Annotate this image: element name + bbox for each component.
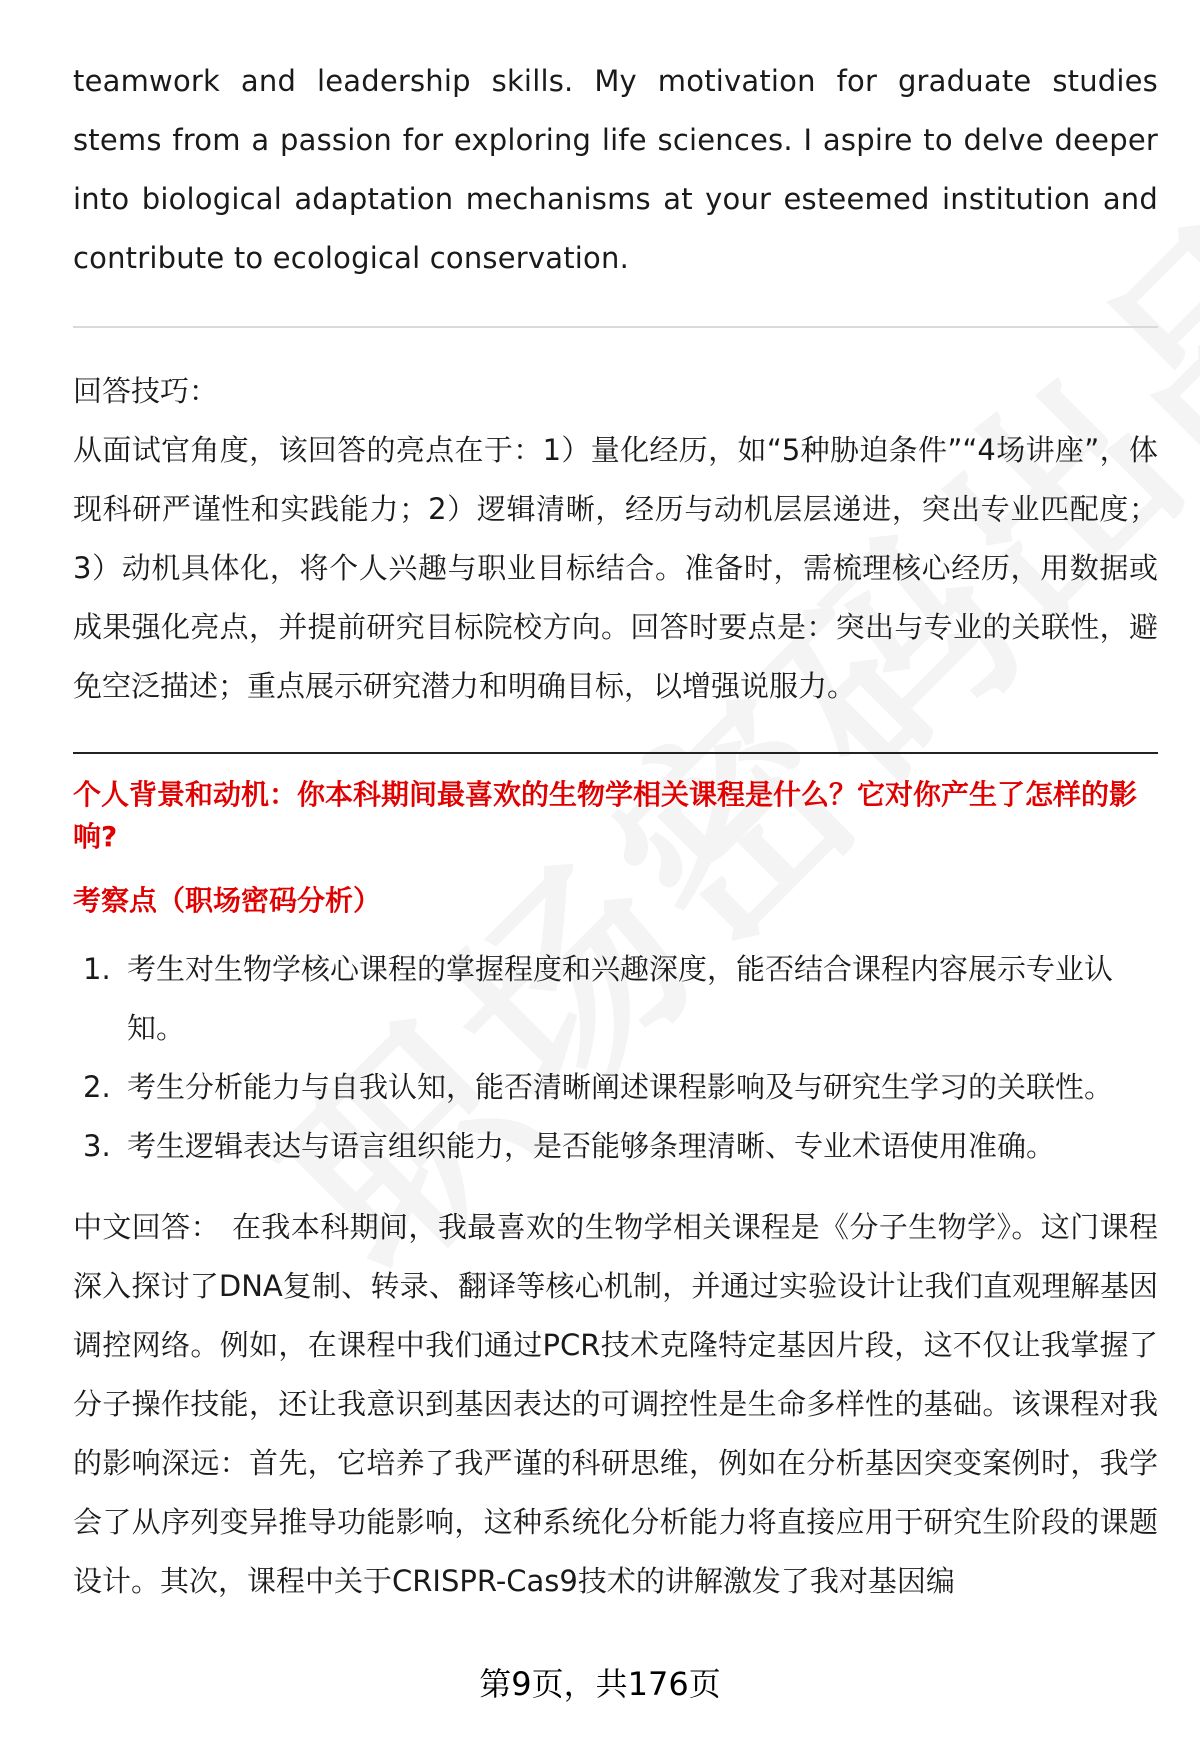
list-item (73, 1117, 1158, 1176)
list-item-text: 考生逻辑表达与语言组织能力，是否能够条理清晰、专业术语使用准确。 (127, 1129, 1056, 1163)
page-number: 第9页，共176页 (479, 1665, 721, 1703)
list-item-text: 考生分析能力与自我认知，能否清晰阐述课程影响及与研究生学习的关联性。 (127, 1070, 1114, 1104)
question-heading: 个人背景和动机：你本科期间最喜欢的生物学相关课程是什么？它对你产生了怎样的影响? (73, 778, 1138, 853)
answer-label: 中文回答： (73, 1210, 221, 1244)
intro-paragraph: teamwork and leadership skills. My motivation for graduate studies stems from a passion for exploring life sciences. I aspire to delve deeper into biological adaptation mechanisms at your esteemed institution and contribute to ecological conservation. (73, 64, 1158, 275)
divider-dark (73, 752, 1158, 754)
list-item (73, 1058, 1158, 1117)
section-label: 考察点（职场密码分析） (73, 884, 382, 917)
tips-label: 回答技巧： (73, 374, 219, 408)
list-item (73, 940, 1158, 1058)
list-item-number: 2. (83, 1070, 111, 1104)
list-item-number: 1. (83, 952, 111, 986)
answer-paragraph (73, 1198, 1158, 1611)
list-item-text: 考生对生物学核心课程的掌握程度和兴趣深度，能否结合课程内容展示专业认知。 (127, 952, 1114, 1045)
list-item-number: 3. (83, 1129, 111, 1163)
page-content (73, 52, 1158, 1611)
tips-text: 从面试官角度，该回答的亮点在于：1）量化经历，如“5种胁迫条件”“4场讲座”，体现科研严谨性和实践能力；2）逻辑清晰，经历与动机层层递进，突出专业匹配度；3）动机具体化，将个人兴趣与职业目标结合。准备时，需梳理核心经历，用数据或成果强化亮点，并提前研究目标院校方向。回答时要点是：突出与专业的关联性，避免空泛描述；重点展示研究潜力和明确目标，以增强说服力。 (73, 433, 1158, 703)
assessment-points-list (73, 940, 1158, 1176)
divider-light (73, 326, 1158, 328)
answer-text: 在我本科期间，我最喜欢的生物学相关课程是《分子生物学》。这门课程深入探讨了DNA复制、转录、翻译等核心机制，并通过实验设计让我们直观理解基因调控网络。例如，在课程中我们通过PCR技术克隆特定基因片段，这不仅让我掌握了分子操作技能，还让我意识到基因表达的可调控性是生命多样性的基础。该课程对我的影响深远：首先，它培养了我严谨的科研思维，例如在分析基因突变案例时，我学会了从序列变异推导功能影响，这种系统化分析能力将直接应用于研究生阶段的课题设计。其次，课程中关于CRISPR-Cas9技术的讲解激发了我对基因编 (73, 1210, 1158, 1598)
